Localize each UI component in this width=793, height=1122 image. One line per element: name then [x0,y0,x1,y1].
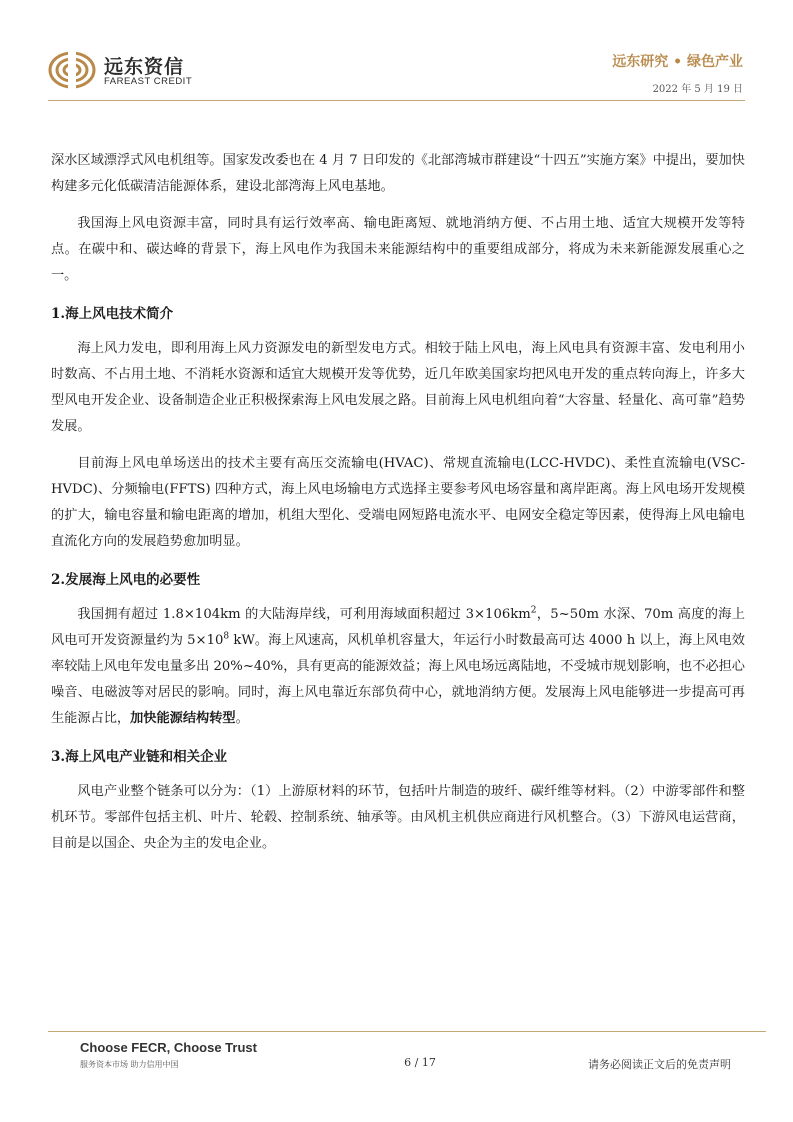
section-heading-necessity: 2.发展海上风电的必要性 [51,572,201,588]
disclaimer-note: 请务必阅读正文后的免责声明 [588,1058,731,1071]
footer-slogan: Choose FECR, Choose Trust [80,1040,257,1055]
paragraph-industry-chain: 风电产业整个链条可以分为：（1）上游原材料的环节，包括叶片制造的玻纤、碳纤维等材料。（2）中游零部件和整机环节。零部件包括主机、叶片、轮毂、控制系统、轴承等。由风机主机供应商进行风机整合。（3）下游风电运营商，目前是以国企、央企为主的发电企业。 [51,784,745,851]
report-series-title: 远东研究 • 绿色产业 [612,54,743,70]
paragraph-resources: 我国海上风电资源丰富，同时具有运行效率高、输电距离短、就地消纳方便、不占用土地、适宜大规模开发等特点。在碳中和、碳达峰的背景下，海上风电作为我国未来能源结构中的重要组成部分，将成为未来新能源发展重心之一。 [51,216,745,283]
text-run: 。 [235,711,249,726]
logo-chinese-name: 远东资信 [104,56,185,78]
company-logo [48,50,208,90]
paragraph-tech-intro: 海上风力发电，即利用海上风力资源发电的新型发电方式。相较于陆上风电，海上风电具有资源丰富、发电利用小时数高、不占用土地、不消耗水资源和适宜大规模开发等优势，近几年欧美国家均把风电开发的重点转向海上，许多大型风电开发企业、设备制造企业正积极探索海上风电发展之路。目前海上风电机组向着“大容量、轻量化、高可靠”趋势发展。 [51,341,745,434]
paragraph-transmission: 目前海上风电单场送出的技术主要有高压交流输电(HVAC)、常规直流输电(LCC-HVDC)、柔性直流输电(VSC-HVDC)、分频输电(FFTS) 四种方式，海上风电场输电方式选择主要参考风电场容量和离岸距离。海上风电场开发规模的扩大，输电容量和输电距离的增加，机组大型化、受端电网短路电流水平、电网安全稳定等因素，使得海上风电输电直流化方向的发展趋势愈加明显。 [51,456,745,549]
text-run: kW。海上风速高，风机单机容量大，年运行小时数最高可达 4000 h 以上，海上风电效率较陆上风电年发电量多出 20%~40%，具有更高的能源效益；海上风电场远离陆地，不受城市规划影响，也不必担心噪音、电磁波等对居民的影响。同时，海上风电靠近东部负荷中心，就地消纳方便。发展海上风电能够进一步提高可再生能源占比， [51,633,745,726]
report-date: 2022 年 5 月 19 日 [652,84,743,95]
paragraph-necessity [51,602,745,732]
text-run: 我国拥有超过 1.8×104km 的大陆海岸线，可利用海域面积超过 3×106km [77,607,531,622]
superscript: 2 [530,605,537,616]
superscript: 8 [223,631,230,642]
fareast-credit-logo-icon [48,50,96,90]
footer-subslogan: 服务资本市场 助力信用中国 [80,1060,179,1069]
section-heading-industry-chain: 3.海上风电产业链和相关企业 [51,749,228,765]
emphasis-text: 加快能源结构转型 [130,711,236,726]
page-header [0,0,793,110]
section-heading-tech-intro: 1.海上风电技术简介 [51,306,174,322]
document-body [51,148,745,868]
text-run: ，5~50m 水深、70m 高度的海上风电可开发资源量约为 5×10 [51,607,745,648]
paragraph-continuation: 深水区域漂浮式风电机组等。国家发改委也在 4 月 7 日印发的《北部湾城市群建设“十四五”实施方案》中提出，要加快构建多元化低碳清洁能源体系，建设北部湾海上风电基地。 [51,153,745,194]
page-number: 6 / 17 [404,1056,436,1069]
header-divider [48,100,745,101]
logo-english-name: FAREAST CREDIT [104,76,193,87]
footer-divider [48,1031,766,1032]
